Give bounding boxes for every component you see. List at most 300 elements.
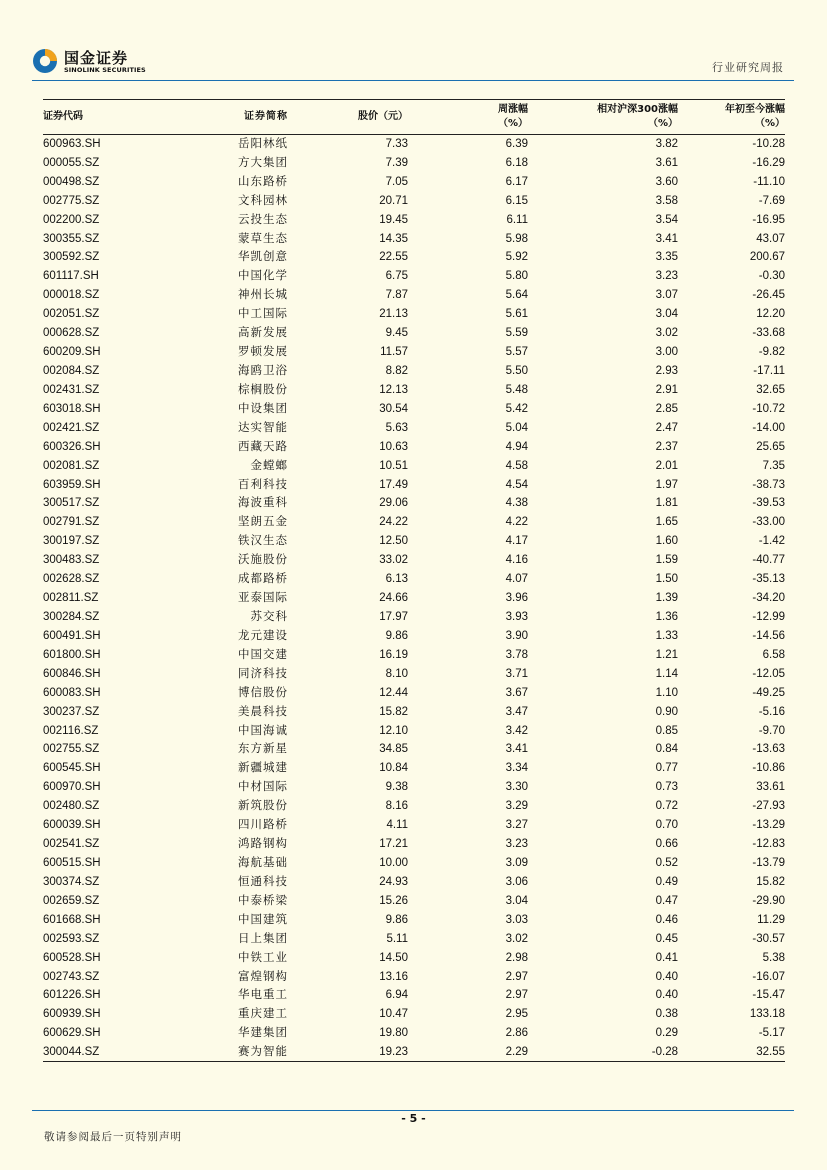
relative-change-cell: 1.36	[655, 611, 678, 623]
stock-price-cell: 7.05	[385, 175, 408, 188]
stock-name-cell: 苏交科	[250, 611, 288, 623]
table-row	[43, 664, 785, 683]
stock-price-cell: 9.86	[385, 629, 408, 642]
relative-change-cell: 1.60	[655, 535, 678, 548]
stock-price-cell: 7.87	[385, 289, 408, 302]
stock-performance-table	[43, 99, 785, 1062]
stock-price-cell: 13.16	[379, 970, 408, 983]
stock-code-cell: 600528.SH	[43, 951, 101, 964]
stock-code-cell: 603018.SH	[43, 402, 101, 415]
weekly-change-cell: 6.18	[505, 156, 528, 169]
weekly-change-cell: 4.16	[505, 554, 528, 567]
weekly-change-cell: 2.97	[505, 970, 528, 983]
table-row	[43, 967, 785, 986]
table-row	[43, 835, 785, 854]
stock-name-cell: 沃施股份	[238, 554, 288, 567]
logo-chinese-name: 国金证券	[64, 49, 129, 67]
weekly-change-cell: 2.97	[505, 989, 528, 1002]
weekly-change-cell: 3.30	[505, 781, 528, 794]
relative-change-cell: 0.84	[655, 743, 678, 756]
relative-change-cell: 2.47	[655, 421, 678, 434]
relative-change-cell: 2.01	[655, 459, 678, 472]
header-divider	[32, 80, 794, 81]
table-row	[43, 494, 785, 513]
stock-code-cell: 002659.SZ	[43, 894, 100, 907]
stock-price-cell: 12.13	[379, 383, 408, 396]
ytd-change-cell: -16.29	[752, 156, 785, 169]
weekly-change-cell: 2.98	[505, 951, 528, 964]
weekly-change-cell: 2.95	[505, 1008, 528, 1021]
stock-name-cell: 铁汉生态	[238, 535, 288, 548]
table-row	[43, 645, 785, 664]
ytd-change-cell: 6.58	[762, 648, 785, 661]
stock-code-cell: 300483.SZ	[43, 554, 100, 567]
weekly-change-cell: 5.92	[505, 251, 528, 264]
page-header	[0, 0, 827, 80]
relative-change-cell: 0.29	[655, 1027, 678, 1040]
stock-name-cell: 罗顿发展	[238, 346, 288, 359]
stock-code-cell: 300237.SZ	[43, 705, 100, 718]
relative-change-cell: 0.90	[655, 705, 678, 718]
relative-change-cell: 3.23	[655, 270, 678, 283]
stock-price-cell: 12.50	[379, 535, 408, 548]
table-row	[43, 286, 785, 305]
table-row	[43, 891, 785, 910]
stock-price-cell: 24.93	[379, 875, 408, 888]
relative-change-cell: 3.00	[655, 346, 678, 359]
table-row	[43, 929, 785, 948]
ytd-change-cell: -12.05	[752, 667, 785, 680]
weekly-change-cell: 5.61	[505, 308, 528, 321]
ytd-change-cell: -49.25	[752, 686, 785, 699]
ytd-change-cell: -33.00	[752, 516, 785, 529]
stock-code-cell: 002081.SZ	[43, 459, 100, 472]
table-row	[43, 986, 785, 1005]
stock-code-cell: 300355.SZ	[43, 232, 100, 245]
stock-name-cell: 岳阳林纸	[238, 138, 288, 151]
table-row	[43, 437, 785, 456]
sinolink-logo-icon	[32, 48, 58, 74]
stock-price-cell: 8.82	[385, 365, 408, 378]
stock-name-cell: 达实智能	[238, 421, 288, 434]
stock-price-cell: 20.71	[379, 194, 408, 207]
stock-name-cell: 中国海诚	[238, 724, 288, 737]
stock-code-cell: 600083.SH	[43, 686, 101, 699]
relative-change-cell: 0.72	[655, 800, 678, 813]
table-row	[43, 683, 785, 702]
table-row	[43, 1043, 785, 1062]
report-type-label: 行业研究周报	[712, 61, 784, 74]
table-row	[43, 551, 785, 570]
relative-change-cell: 2.93	[655, 365, 678, 378]
relative-change-cell: 1.21	[655, 648, 678, 661]
weekly-change-cell: 3.67	[505, 686, 528, 699]
relative-change-cell: 1.39	[655, 592, 678, 605]
logo-english-name: SINOLINK SECURITIES	[64, 66, 146, 74]
weekly-change-cell: 2.29	[408, 1043, 528, 1062]
weekly-change-cell: 4.07	[505, 573, 528, 586]
stock-code-cell: 002628.SZ	[43, 573, 100, 586]
stock-name-cell: 富煌钢构	[238, 970, 288, 983]
stock-price-cell: 4.11	[386, 819, 408, 832]
weekly-change-cell: 5.48	[505, 383, 528, 396]
stock-name-cell: 海鸥卫浴	[238, 365, 288, 378]
ytd-change-cell: -0.30	[758, 270, 785, 283]
ytd-change-cell: -9.82	[758, 346, 785, 359]
stock-price-cell: 10.47	[379, 1008, 408, 1021]
ytd-change-cell: 32.65	[756, 383, 785, 396]
stock-code-cell: 600491.SH	[43, 629, 101, 642]
table-row	[43, 305, 785, 324]
stock-code-cell: 002084.SZ	[43, 365, 100, 378]
table-row	[43, 456, 785, 475]
stock-name-cell: 华凯创意	[238, 251, 288, 264]
stock-code-cell: 600970.SH	[43, 781, 101, 794]
stock-code-cell: 600545.SH	[43, 762, 101, 775]
disclaimer-note: 敬请参阅最后一页特别声明	[44, 1131, 182, 1143]
ytd-change-cell: 32.55	[678, 1043, 785, 1062]
relative-change-cell: 1.14	[655, 667, 678, 680]
relative-change-cell: 0.38	[655, 1008, 678, 1021]
relative-change-cell: 1.33	[655, 629, 678, 642]
table-row	[43, 153, 785, 172]
stock-code-cell: 002431.SZ	[43, 383, 100, 396]
table-row	[43, 702, 785, 721]
stock-price-cell: 33.02	[379, 554, 408, 567]
col-header-weekly-change: 周涨幅 （%）	[408, 100, 528, 135]
weekly-change-cell: 3.90	[505, 629, 528, 642]
ytd-change-cell: -16.95	[752, 213, 785, 226]
stock-name-cell: 亚泰国际	[238, 592, 288, 605]
relative-change-cell: 3.35	[655, 251, 678, 264]
ytd-change-cell: -11.10	[753, 175, 785, 188]
weekly-change-cell: 2.86	[505, 1027, 528, 1040]
table-row	[43, 1024, 785, 1043]
stock-name-cell: 中材国际	[238, 781, 288, 794]
stock-code-cell: 601117.SH	[43, 270, 99, 283]
stock-code-cell: 601668.SH	[43, 913, 101, 926]
stock-code-cell: 601226.SH	[43, 989, 101, 1002]
stock-price-cell: 24.66	[379, 592, 408, 605]
stock-name-cell: 恒通科技	[238, 875, 288, 888]
footer-divider	[32, 1110, 794, 1111]
stock-code-cell: 300044.SZ	[43, 1043, 143, 1062]
stock-name-cell: 华建集团	[238, 1027, 288, 1040]
stock-name-cell: 中国交建	[238, 648, 288, 661]
stock-name-cell: 中工国际	[238, 308, 288, 321]
relative-change-cell: 3.61	[655, 156, 678, 169]
table-header	[43, 100, 785, 135]
stock-price-cell: 19.45	[379, 213, 408, 226]
weekly-change-cell: 3.06	[505, 875, 528, 888]
stock-price-cell: 5.63	[385, 421, 408, 434]
weekly-change-cell: 5.64	[505, 289, 528, 302]
stock-name-cell: 美晨科技	[238, 705, 288, 718]
stock-name-cell: 中铁工业	[238, 951, 288, 964]
weekly-change-cell: 4.54	[505, 478, 528, 491]
stock-code-cell: 002051.SZ	[43, 308, 100, 321]
table-body	[43, 135, 785, 1062]
stock-price-cell: 15.82	[379, 705, 408, 718]
stock-price-cell: 6.75	[385, 270, 408, 283]
stock-name-cell: 百利科技	[238, 478, 288, 491]
table-row	[43, 418, 785, 437]
ytd-change-cell: -15.47	[752, 989, 785, 1002]
weekly-change-cell: 5.59	[505, 327, 528, 340]
col-header-relative-change: 相对沪深300涨幅 （%）	[528, 100, 678, 135]
table-row	[43, 399, 785, 418]
stock-code-cell: 002480.SZ	[43, 800, 100, 813]
weekly-change-cell: 3.42	[505, 724, 528, 737]
company-logo	[32, 46, 150, 78]
stock-price-cell: 29.06	[379, 497, 408, 510]
stock-price-cell: 12.10	[379, 724, 408, 737]
ytd-change-cell: -1.42	[758, 535, 785, 548]
stock-name-cell: 龙元建设	[238, 629, 288, 642]
relative-change-cell: 3.07	[655, 289, 678, 302]
weekly-change-cell: 3.23	[505, 838, 528, 851]
relative-change-cell: 3.41	[655, 232, 678, 245]
weekly-change-cell: 5.98	[505, 232, 528, 245]
stock-name-cell: 坚朗五金	[238, 516, 288, 529]
stock-code-cell: 002811.SZ	[43, 592, 99, 605]
weekly-change-cell: 3.09	[505, 856, 528, 869]
stock-name-cell: 鸿路钢构	[238, 838, 288, 851]
table-row	[43, 229, 785, 248]
stock-name-cell: 金螳螂	[250, 459, 288, 472]
stock-price-cell: 16.19	[379, 648, 408, 661]
stock-code-cell: 600209.SH	[43, 346, 101, 359]
stock-name-cell: 海波重科	[238, 497, 288, 510]
ytd-change-cell: -10.28	[752, 138, 785, 151]
stock-price-cell: 5.11	[386, 932, 408, 945]
ytd-change-cell: -26.45	[752, 289, 785, 302]
weekly-change-cell: 3.71	[505, 667, 528, 680]
stock-name-cell: 四川路桥	[238, 819, 288, 832]
stock-code-cell: 300197.SZ	[43, 535, 100, 548]
table-row	[43, 532, 785, 551]
table-row	[43, 626, 785, 645]
col-header-name: 证券简称	[143, 100, 288, 135]
stock-name-cell: 中国化学	[238, 270, 288, 283]
stock-name-cell: 蒙草生态	[238, 232, 288, 245]
relative-change-cell: 0.45	[655, 932, 678, 945]
ytd-change-cell: -12.99	[752, 611, 785, 623]
stock-code-cell: 300374.SZ	[43, 875, 100, 888]
ytd-change-cell: -10.72	[752, 402, 785, 415]
relative-change-cell: 3.60	[655, 175, 678, 188]
ytd-change-cell: -38.73	[752, 478, 785, 491]
stock-code-cell: 000628.SZ	[43, 327, 100, 340]
stock-price-cell: 34.85	[379, 743, 408, 756]
ytd-change-cell: 11.29	[757, 913, 785, 926]
stock-code-cell: 002743.SZ	[43, 970, 100, 983]
table-row	[43, 608, 785, 627]
weekly-change-cell: 5.80	[505, 270, 528, 283]
relative-change-cell: 0.40	[655, 970, 678, 983]
table-row	[43, 362, 785, 381]
relative-change-cell: 3.02	[655, 327, 678, 340]
relative-change-cell: 1.50	[655, 573, 678, 586]
ytd-change-cell: -10.86	[752, 762, 785, 775]
stock-price-cell: 7.33	[385, 138, 408, 151]
table-row	[43, 380, 785, 399]
stock-name-cell: 高新发展	[238, 327, 288, 340]
stock-code-cell: 600963.SH	[43, 138, 101, 151]
relative-change-cell: 3.54	[655, 213, 678, 226]
stock-price-cell: 22.55	[379, 251, 408, 264]
table-row	[43, 172, 785, 191]
stock-price-cell: 19.23	[288, 1043, 408, 1062]
header-row	[43, 100, 785, 135]
weekly-change-cell: 4.58	[505, 459, 528, 472]
ytd-change-cell: 15.82	[756, 875, 785, 888]
weekly-change-cell: 3.96	[505, 592, 528, 605]
stock-name-cell: 方大集团	[238, 156, 288, 169]
ytd-change-cell: -5.16	[758, 705, 785, 718]
stock-name-cell: 云投生态	[238, 213, 288, 226]
weekly-change-cell: 5.42	[505, 402, 528, 415]
stock-name-cell: 新疆城建	[238, 762, 288, 775]
table-row	[43, 475, 785, 494]
stock-price-cell: 10.51	[379, 459, 408, 472]
stock-name-cell: 赛为智能	[143, 1043, 288, 1062]
stock-price-cell: 24.22	[379, 516, 408, 529]
weekly-change-cell: 3.47	[505, 705, 528, 718]
table-row	[43, 324, 785, 343]
ytd-change-cell: 43.07	[756, 232, 785, 245]
ytd-change-cell: -13.63	[752, 743, 785, 756]
stock-price-cell: 17.97	[379, 611, 408, 623]
table-row	[43, 797, 785, 816]
relative-change-cell: 3.58	[655, 194, 678, 207]
table-row	[43, 513, 785, 532]
table-row	[43, 135, 785, 154]
ytd-change-cell: -17.11	[753, 365, 785, 378]
stock-name-cell: 中泰桥梁	[238, 894, 288, 907]
table-row	[43, 248, 785, 267]
ytd-change-cell: -16.07	[752, 970, 785, 983]
stock-code-cell: 002775.SZ	[43, 194, 100, 207]
ytd-change-cell: 33.61	[756, 781, 785, 794]
stock-price-cell: 19.80	[379, 1027, 408, 1040]
stock-code-cell: 000498.SZ	[43, 175, 100, 188]
ytd-change-cell: -12.83	[752, 838, 785, 851]
weekly-change-cell: 3.27	[505, 819, 528, 832]
stock-code-cell: 002421.SZ	[43, 421, 100, 434]
weekly-change-cell: 3.29	[505, 800, 528, 813]
ytd-change-cell: -7.69	[758, 194, 785, 207]
ytd-change-cell: -14.56	[752, 629, 785, 642]
stock-price-cell: 14.50	[379, 951, 408, 964]
stock-price-cell: 7.39	[385, 156, 408, 169]
relative-change-cell: 1.81	[655, 497, 678, 510]
stock-code-cell: 600846.SH	[43, 667, 101, 680]
relative-change-cell: 0.41	[655, 951, 678, 964]
stock-price-cell: 9.38	[385, 781, 408, 794]
stock-name-cell: 重庆建工	[238, 1008, 288, 1021]
weekly-change-cell: 3.34	[505, 762, 528, 775]
relative-change-cell: 0.40	[655, 989, 678, 1002]
relative-change-cell: 0.46	[655, 913, 678, 926]
stock-name-cell: 中国建筑	[238, 913, 288, 926]
table-row	[43, 343, 785, 362]
weekly-change-cell: 6.11	[506, 213, 528, 226]
stock-name-cell: 华电重工	[238, 989, 288, 1002]
stock-code-cell: 601800.SH	[43, 648, 101, 661]
table-row	[43, 740, 785, 759]
relative-change-cell: 2.91	[655, 383, 678, 396]
relative-change-cell: 1.10	[655, 686, 678, 699]
ytd-change-cell: -33.68	[752, 327, 785, 340]
stock-code-cell: 603959.SH	[43, 478, 101, 491]
stock-price-cell: 9.86	[385, 913, 408, 926]
weekly-change-cell: 6.39	[505, 138, 528, 151]
stock-price-cell: 6.13	[385, 573, 408, 586]
table-row	[43, 948, 785, 967]
ytd-change-cell: 133.18	[749, 1008, 785, 1021]
relative-change-cell: 0.47	[655, 894, 678, 907]
ytd-change-cell: 7.35	[762, 459, 785, 472]
ytd-change-cell: -30.57	[752, 932, 785, 945]
table-row	[43, 854, 785, 873]
stock-name-cell: 神州长城	[238, 289, 288, 302]
stock-price-cell: 6.94	[385, 989, 408, 1002]
ytd-change-cell: 5.38	[762, 951, 785, 964]
weekly-change-cell: 3.02	[505, 932, 528, 945]
relative-change-cell: 0.77	[655, 762, 678, 775]
stock-code-cell: 002200.SZ	[43, 213, 100, 226]
weekly-change-cell: 5.57	[505, 346, 528, 359]
stock-code-cell: 002116.SZ	[43, 724, 99, 737]
relative-change-cell: 2.37	[655, 440, 678, 453]
relative-change-cell: 1.59	[655, 554, 678, 567]
stock-name-cell: 博信股份	[238, 686, 288, 699]
stock-price-cell: 15.26	[379, 894, 408, 907]
weekly-change-cell: 3.78	[505, 648, 528, 661]
table-row	[43, 816, 785, 835]
stock-price-cell: 9.45	[385, 327, 408, 340]
stock-name-cell: 西藏天路	[238, 440, 288, 453]
stock-name-cell: 中设集团	[238, 402, 288, 415]
relative-change-cell: 1.65	[655, 516, 678, 529]
relative-change-cell: 1.97	[655, 478, 678, 491]
stock-name-cell: 同济科技	[238, 667, 288, 680]
ytd-change-cell: -13.79	[752, 856, 785, 869]
ytd-change-cell: -39.53	[752, 497, 785, 510]
stock-code-cell: 600326.SH	[43, 440, 101, 453]
ytd-change-cell: 12.20	[756, 308, 785, 321]
stock-name-cell: 东方新星	[238, 743, 288, 756]
stock-price-cell: 14.35	[379, 232, 408, 245]
ytd-change-cell: -13.29	[752, 819, 785, 832]
stock-code-cell: 002593.SZ	[43, 932, 100, 945]
stock-code-cell: 300592.SZ	[43, 251, 100, 264]
relative-change-cell: -0.28	[528, 1043, 678, 1062]
table-row	[43, 589, 785, 608]
table-row	[43, 910, 785, 929]
stock-price-cell: 8.10	[385, 667, 408, 680]
relative-change-cell: 3.82	[655, 138, 678, 151]
weekly-change-cell: 3.04	[505, 894, 528, 907]
table-row	[43, 210, 785, 229]
relative-change-cell: 0.73	[655, 781, 678, 794]
stock-name-cell: 山东路桥	[238, 175, 288, 188]
stock-price-cell: 10.63	[379, 440, 408, 453]
table-row	[43, 570, 785, 589]
stock-name-cell: 日上集团	[238, 932, 288, 945]
ytd-change-cell: -29.90	[752, 894, 785, 907]
